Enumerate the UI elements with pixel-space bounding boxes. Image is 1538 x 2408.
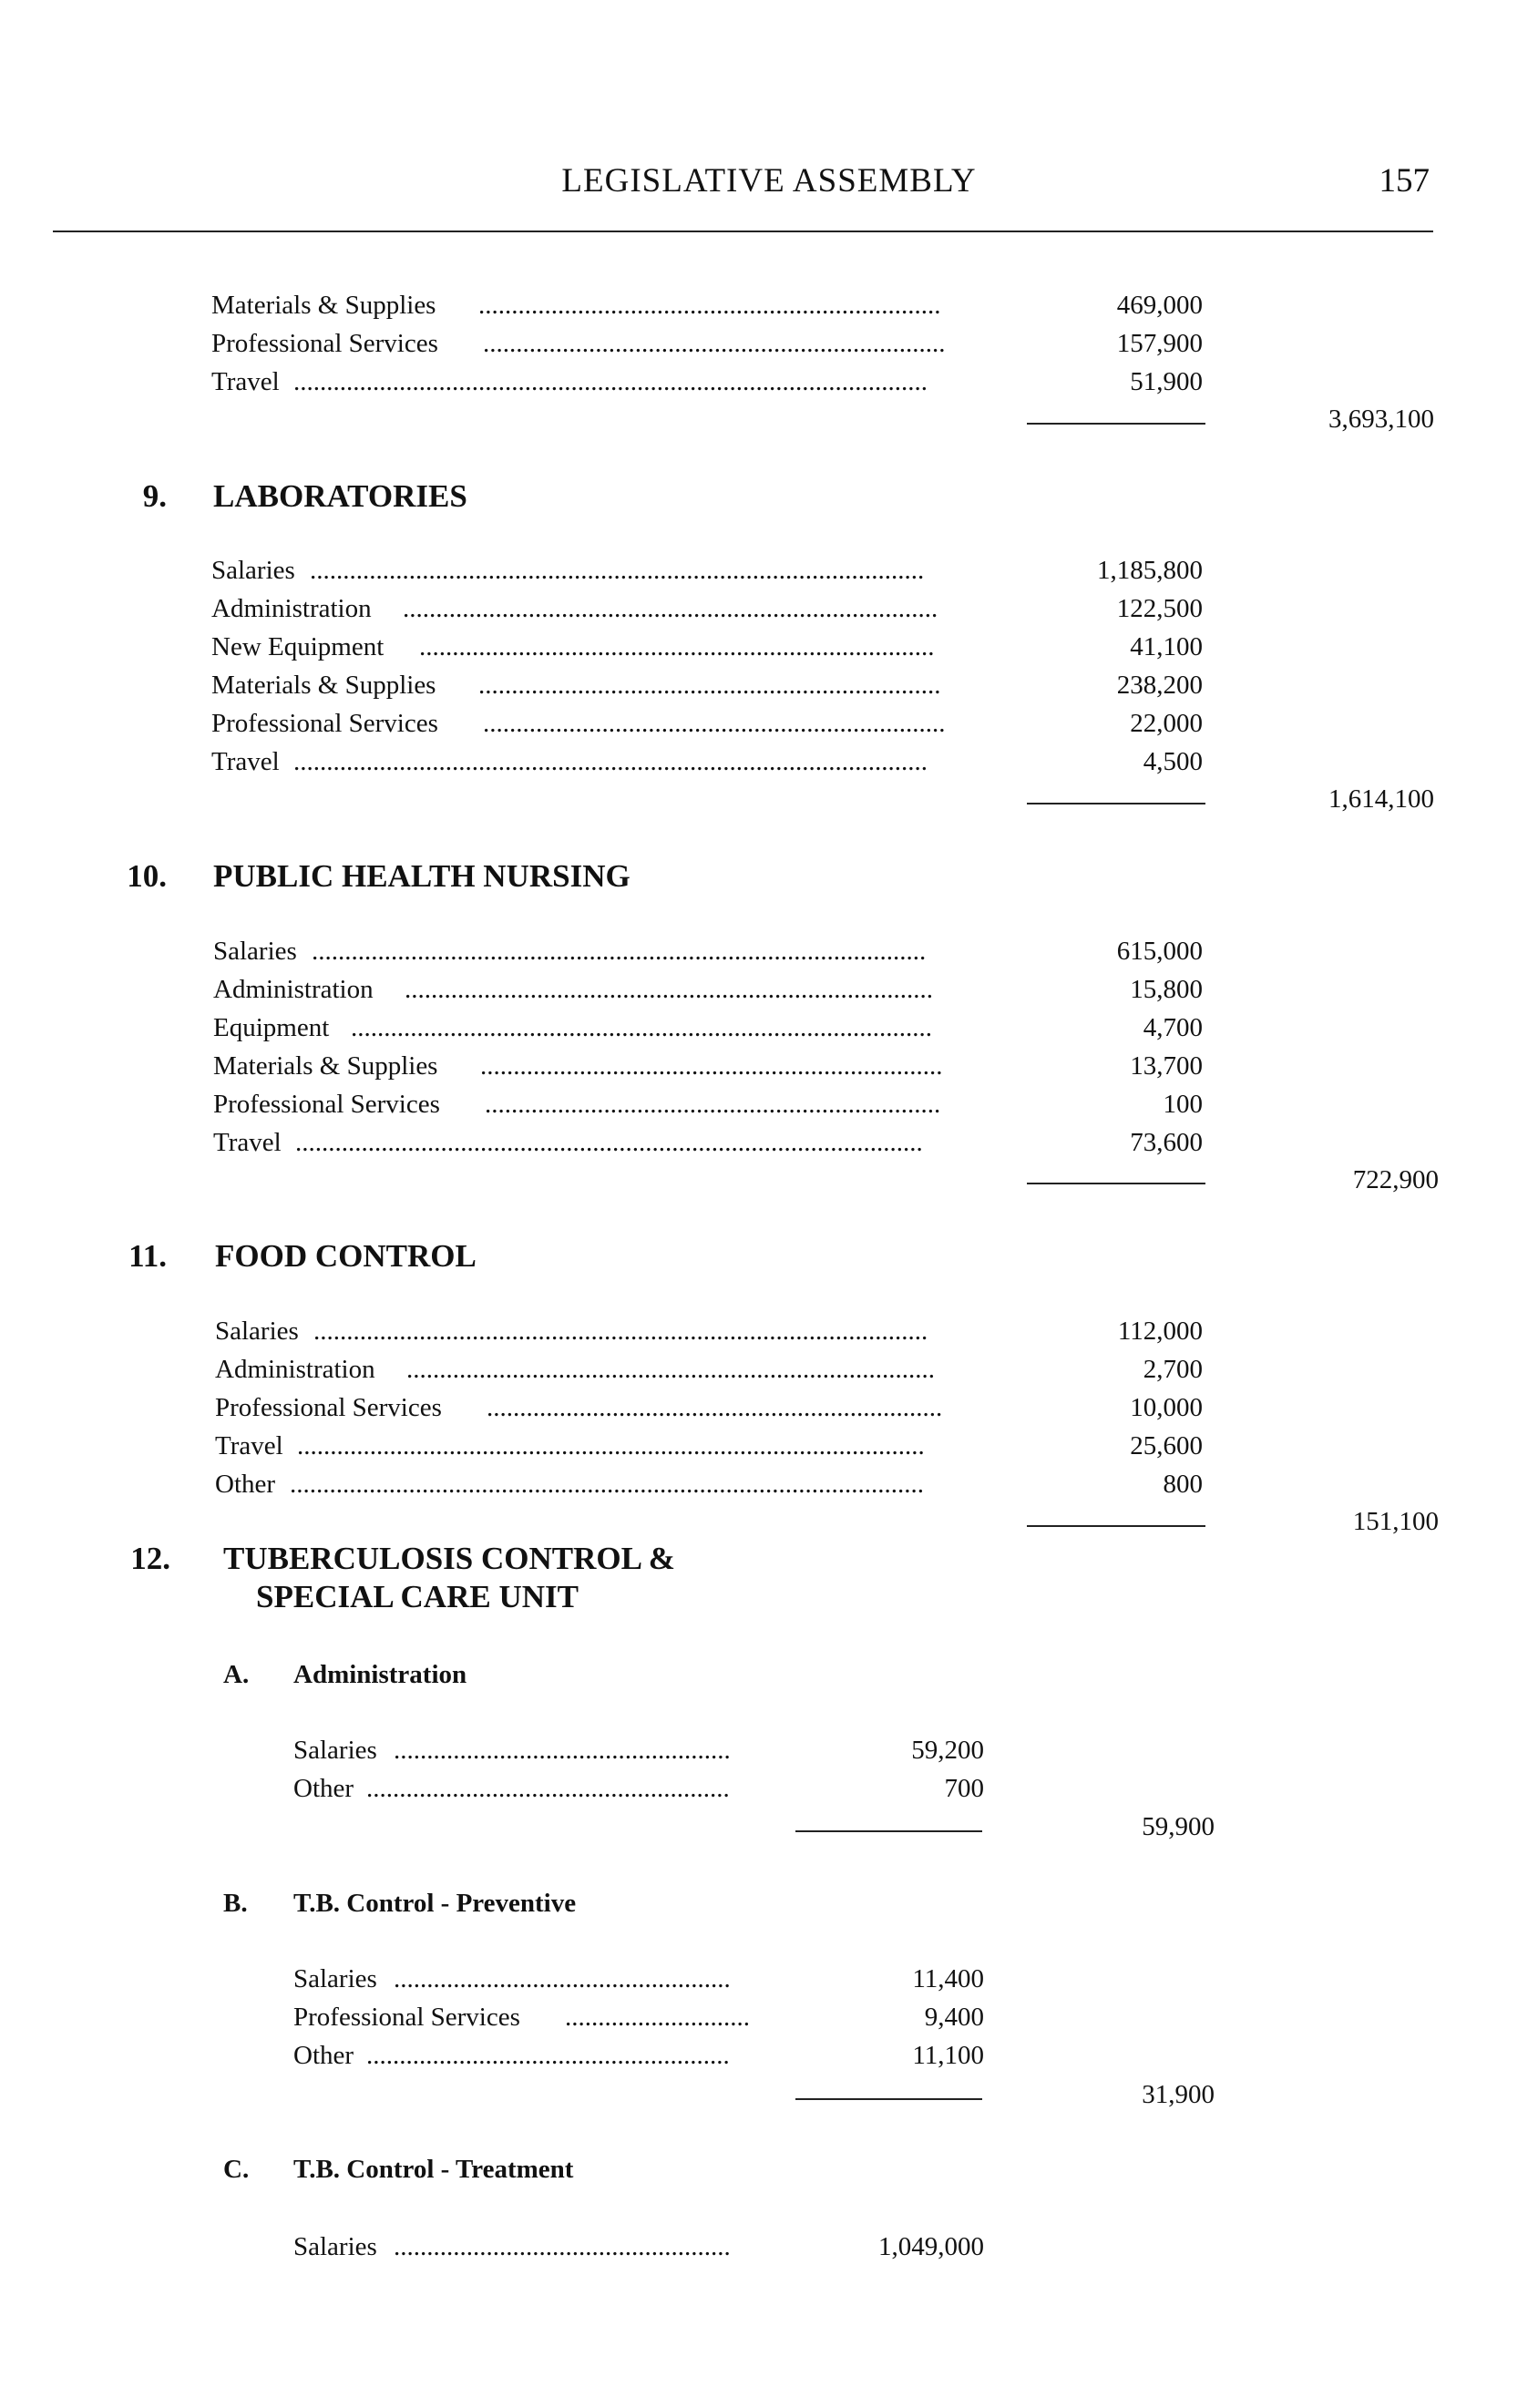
line-amount: 73,600: [1130, 1128, 1203, 1157]
line-label: Professional Services: [213, 1090, 440, 1119]
line-amount: 25,600: [1130, 1431, 1203, 1460]
line-label: Salaries: [293, 1964, 377, 1993]
line-amount: 100: [1163, 1090, 1203, 1119]
line-amount: 4,500: [1143, 747, 1203, 776]
line-label: Salaries: [293, 2232, 377, 2261]
section-title-line-2: SPECIAL CARE UNIT: [256, 1579, 579, 1614]
section-number: 11.: [128, 1238, 167, 1274]
running-header: LEGISLATIVE ASSEMBLY: [561, 162, 977, 200]
subtotal-rule: [795, 2098, 982, 2100]
line-amount: 1,049,000: [878, 2232, 984, 2261]
line-amount: 238,200: [1116, 671, 1203, 700]
leader-dots: .....................................................................: [485, 1090, 941, 1119]
subsection-title: T.B. Control - Treatment: [293, 2155, 574, 2184]
section-total: 1,614,100: [1328, 784, 1434, 814]
subsection-title: Administration: [293, 1660, 467, 1689]
line-amount: 4,700: [1143, 1013, 1203, 1042]
leader-dots: .............................................................................................: [310, 556, 925, 585]
leader-dots: .......................................................: [366, 1774, 730, 1803]
line-amount: 615,000: [1116, 937, 1203, 966]
line-amount: 11,400: [912, 1964, 984, 1993]
line-amount: 112,000: [1117, 1317, 1203, 1346]
line-amount: 1,185,800: [1097, 556, 1203, 585]
line-amount: 2,700: [1143, 1355, 1203, 1384]
leader-dots: ................................................................................: [405, 975, 933, 1004]
leader-dots: ..............................................................................: [419, 632, 935, 661]
line-label: Administration: [215, 1355, 375, 1384]
line-label: Professional Services: [215, 1393, 442, 1422]
subtotal-rule: [1027, 803, 1205, 804]
leader-dots: ......................................................................: [483, 329, 946, 358]
subsection-total: 59,900: [1142, 1812, 1215, 1841]
line-label: Travel: [211, 367, 280, 396]
leader-dots: ......................................................................: [480, 1051, 943, 1081]
line-label: Other: [293, 2041, 354, 2070]
section-total: 3,693,100: [1328, 405, 1434, 434]
line-label: Other: [215, 1470, 276, 1499]
line-label: Professional Services: [211, 709, 438, 738]
section-title-line-1: TUBERCULOSIS CONTROL &: [223, 1541, 675, 1576]
line-amount: 13,700: [1130, 1051, 1203, 1081]
subsection-letter: C.: [223, 2155, 250, 2184]
line-label: Administration: [213, 975, 374, 1004]
leader-dots: .............................................................................................: [313, 1317, 928, 1346]
leader-dots: ......................................................................: [483, 709, 946, 738]
line-amount: 9,400: [924, 2003, 984, 2032]
line-label: Professional Services: [211, 329, 438, 358]
section-title: FOOD CONTROL: [215, 1238, 477, 1274]
line-label: New Equipment: [211, 632, 384, 661]
subsection-title: T.B. Control - Preventive: [293, 1889, 577, 1918]
line-amount: 122,500: [1116, 594, 1203, 623]
line-amount: 22,000: [1130, 709, 1203, 738]
subtotal-rule: [1027, 1525, 1205, 1527]
leader-dots: ...............................................................................................: [297, 1431, 925, 1460]
section-number: 9.: [142, 478, 167, 514]
leader-dots: ................................................................................................: [293, 747, 928, 776]
line-amount: 157,900: [1116, 329, 1203, 358]
line-amount: 41,100: [1130, 632, 1203, 661]
leader-dots: ...............................................................................................: [295, 1128, 923, 1157]
leader-dots: .............................................................................................: [312, 937, 927, 966]
line-amount: 469,000: [1116, 291, 1203, 320]
line-label: Professional Services: [293, 2003, 520, 2032]
leader-dots: ................................................................................................: [293, 367, 928, 396]
leader-dots: ................................................................................................: [290, 1470, 924, 1499]
section-total: 722,900: [1352, 1165, 1439, 1194]
line-amount: 15,800: [1130, 975, 1203, 1004]
subsection-letter: B.: [223, 1889, 248, 1918]
leader-dots: ............................: [565, 2003, 750, 2032]
subsection-letter: A.: [223, 1660, 250, 1689]
subtotal-rule: [1027, 423, 1205, 425]
line-label: Travel: [215, 1431, 283, 1460]
line-label: Travel: [211, 747, 280, 776]
line-label: Materials & Supplies: [213, 1051, 438, 1081]
section-title: LABORATORIES: [213, 478, 467, 514]
line-label: Salaries: [293, 1736, 377, 1765]
line-amount: 10,000: [1130, 1393, 1203, 1422]
line-amount: 800: [1163, 1470, 1203, 1499]
leader-dots: ......................................................................: [478, 291, 941, 320]
leader-dots: .......................................................: [366, 2041, 730, 2070]
leader-dots: ........................................................................................: [351, 1013, 932, 1042]
subsection-total: 31,900: [1142, 2080, 1215, 2109]
line-label: Salaries: [211, 556, 295, 585]
leader-dots: ......................................................................: [478, 671, 941, 700]
line-amount: 51,900: [1130, 367, 1203, 396]
line-label: Administration: [211, 594, 372, 623]
line-label: Other: [293, 1774, 354, 1803]
leader-dots: .....................................................................: [487, 1393, 943, 1422]
page-number: 157: [1379, 162, 1430, 200]
leader-dots: ................................................................................: [406, 1355, 935, 1384]
subtotal-rule: [795, 1830, 982, 1832]
line-label: Salaries: [215, 1317, 299, 1346]
subtotal-rule: [1027, 1183, 1205, 1184]
line-label: Materials & Supplies: [211, 291, 436, 320]
section-title: PUBLIC HEALTH NURSING: [213, 858, 631, 894]
line-amount: 700: [944, 1774, 984, 1803]
line-label: Equipment: [213, 1013, 330, 1042]
line-amount: 59,200: [911, 1736, 984, 1765]
section-number: 12.: [130, 1541, 170, 1576]
leader-dots: ...................................................: [394, 2232, 731, 2261]
line-label: Materials & Supplies: [211, 671, 436, 700]
line-label: Salaries: [213, 937, 297, 966]
section-number: 10.: [127, 858, 167, 894]
section-total: 151,100: [1352, 1507, 1439, 1536]
leader-dots: ...................................................: [394, 1964, 731, 1993]
leader-dots: ...................................................: [394, 1736, 731, 1765]
line-label: Travel: [213, 1128, 282, 1157]
line-amount: 11,100: [912, 2041, 984, 2070]
header-rule: [53, 231, 1433, 232]
leader-dots: .................................................................................: [403, 594, 938, 623]
